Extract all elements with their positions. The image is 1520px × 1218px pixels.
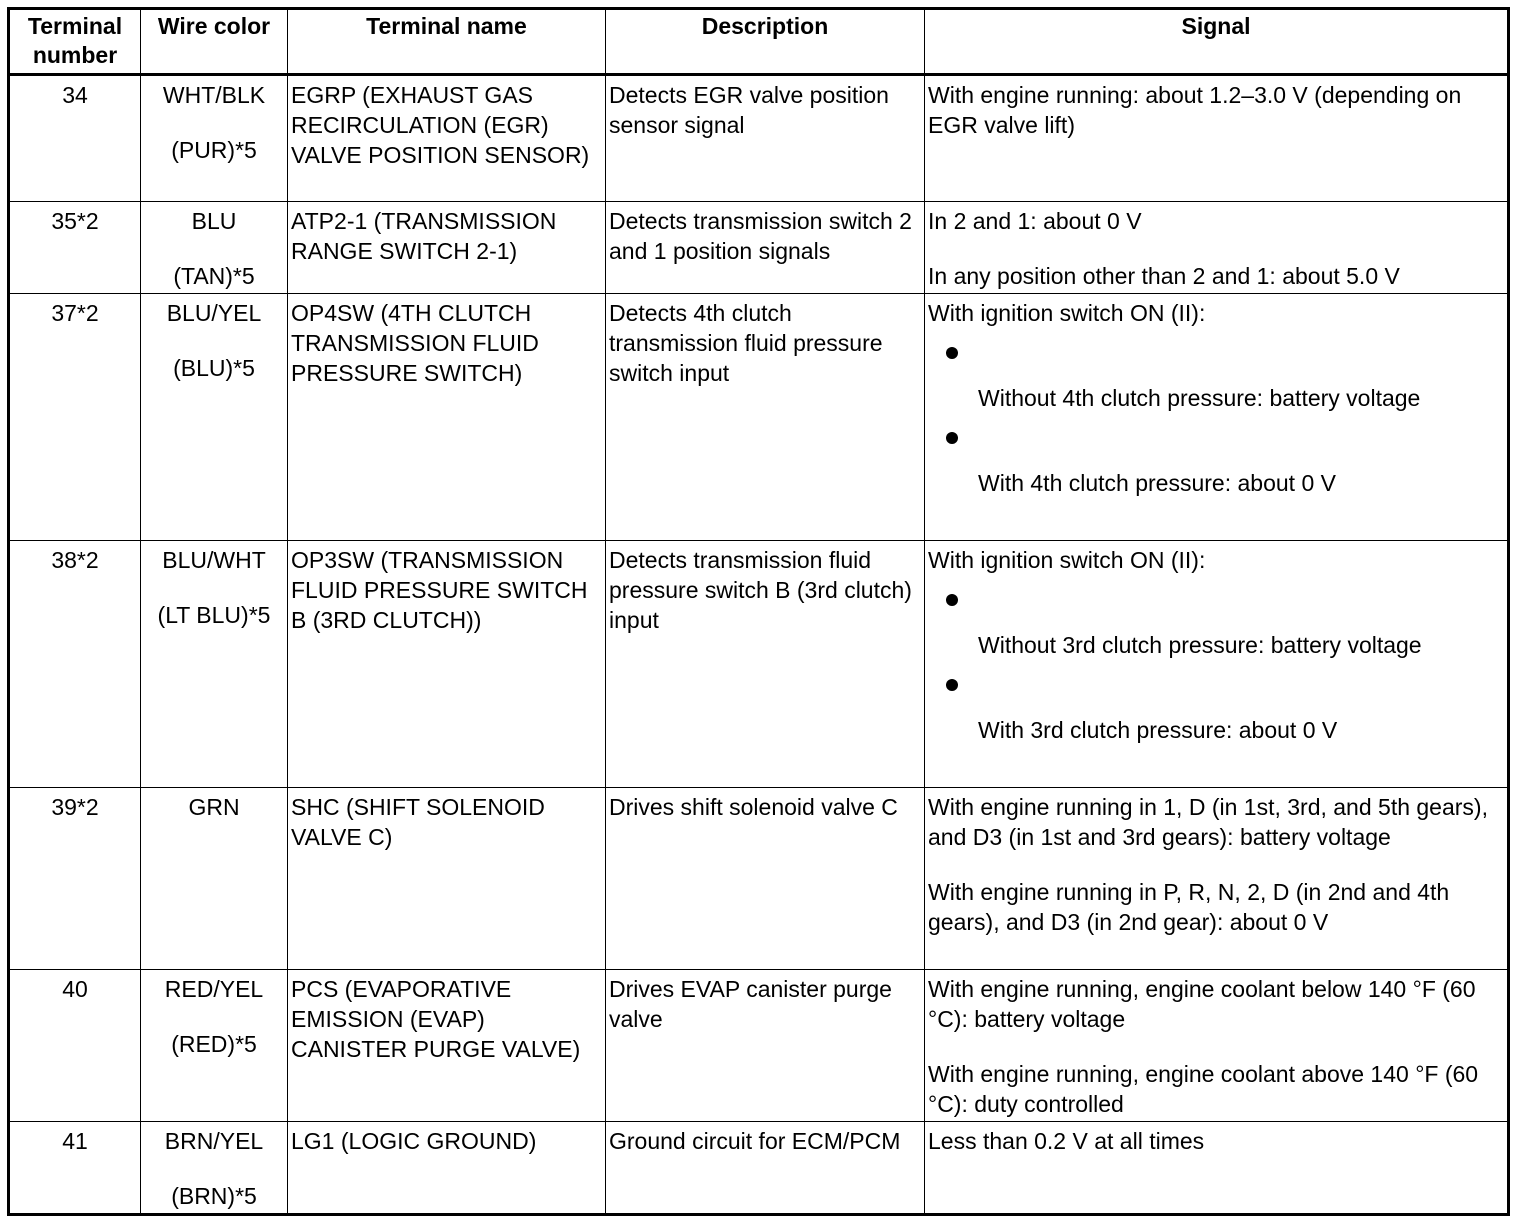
signal-text: Less than 0.2 V at all times: [928, 1128, 1205, 1154]
signal-bullet: [928, 715, 1504, 745]
wire-color: [141, 202, 288, 294]
header-description: Description: [606, 9, 925, 75]
terminal-name: PCS (EVAPORATIVE EMISSION (EVAP) CANISTER PURGE VALVE): [288, 970, 606, 1122]
terminal-number: 38*2: [9, 541, 141, 788]
signal-bullet: [928, 630, 1504, 660]
terminal-name: LG1 (LOGIC GROUND): [288, 1122, 606, 1215]
signal-intro: With ignition switch ON (II):: [928, 300, 1206, 326]
signal-intro: With ignition switch ON (II):: [928, 547, 1206, 573]
wire-color-primary: BLU: [191, 208, 237, 234]
table-row: [9, 788, 1509, 970]
signal: [925, 788, 1509, 970]
header-terminal-name: Terminal name: [288, 9, 606, 75]
bullet-icon: [946, 432, 958, 444]
wire-color-alt: (BLU)*5: [173, 355, 255, 381]
wire-color-alt: (LT BLU)*5: [157, 602, 271, 628]
description: Detects EGR valve position sensor signal: [606, 75, 925, 202]
signal-text: With engine running in 1, D (in 1st, 3rd, and 5th gears), and D3 (in 1st and 3rd gears): battery voltage: [928, 794, 1488, 850]
description: Detects transmission switch 2 and 1 position signals: [606, 202, 925, 294]
terminal-name: SHC (SHIFT SOLENOID VALVE C): [288, 788, 606, 970]
terminal-number: 35*2: [9, 202, 141, 294]
signal-text: With engine running, engine coolant above 140 °F (60 °C): duty controlled: [928, 1061, 1479, 1117]
header-terminal-number: Terminal number: [9, 9, 141, 75]
wire-color: [141, 75, 288, 202]
wire-color: [141, 294, 288, 541]
signal-text: In 2 and 1: about 0 V: [928, 208, 1142, 234]
terminal-number: 37*2: [9, 294, 141, 541]
wire-color: [141, 541, 288, 788]
terminal-name: OP4SW (4TH CLUTCH TRANSMISSION FLUID PRESSURE SWITCH): [288, 294, 606, 541]
wire-color: [141, 788, 288, 970]
terminal-number: 39*2: [9, 788, 141, 970]
signal-text: With engine running: about 1.2–3.0 V (depending on EGR valve lift): [928, 82, 1462, 138]
signal: [925, 1122, 1509, 1215]
signal: [925, 294, 1509, 541]
table-row: [9, 970, 1509, 1122]
wire-color-alt: (PUR)*5: [171, 137, 257, 163]
terminal-table: [7, 7, 1510, 1216]
wire-color-alt: (BRN)*5: [171, 1183, 257, 1209]
signal-bullet: [928, 468, 1504, 498]
header-wire-color: Wire color: [141, 9, 288, 75]
wire-color-primary: BLU/YEL: [166, 300, 262, 326]
signal-bullet: [928, 383, 1504, 413]
signal-bullet-text: With 3rd clutch pressure: about 0 V: [978, 717, 1338, 743]
signal: [925, 970, 1509, 1122]
bullet-icon: [946, 347, 958, 359]
wire-color-primary: GRN: [188, 794, 240, 820]
terminal-number: 40: [9, 970, 141, 1122]
terminal-number: 34: [9, 75, 141, 202]
table-row: [9, 1122, 1509, 1215]
wire-color-alt: (RED)*5: [171, 1031, 257, 1057]
signal: [925, 541, 1509, 788]
signal-text: In any position other than 2 and 1: about 5.0 V: [928, 263, 1400, 289]
wire-color-primary: WHT/BLK: [162, 82, 266, 108]
terminal-name: EGRP (EXHAUST GAS RECIRCULATION (EGR) VALVE POSITION SENSOR): [288, 75, 606, 202]
wire-color-primary: BRN/YEL: [164, 1128, 264, 1154]
table-row: [9, 541, 1509, 788]
bullet-icon: [946, 679, 958, 691]
description: Detects 4th clutch transmission fluid pressure switch input: [606, 294, 925, 541]
description: Detects transmission fluid pressure switch B (3rd clutch) input: [606, 541, 925, 788]
terminal-name: OP3SW (TRANSMISSION FLUID PRESSURE SWITCH B (3RD CLUTCH)): [288, 541, 606, 788]
signal-bullet-text: Without 4th clutch pressure: battery voltage: [978, 385, 1421, 411]
terminal-number: 41: [9, 1122, 141, 1215]
wire-color: [141, 970, 288, 1122]
header-row: [9, 9, 1509, 75]
table-row: [9, 202, 1509, 294]
description: Drives EVAP canister purge valve: [606, 970, 925, 1122]
wire-color-primary: RED/YEL: [164, 976, 264, 1002]
description: Drives shift solenoid valve C: [606, 788, 925, 970]
table-row: [9, 75, 1509, 202]
table-row: [9, 294, 1509, 541]
signal: [925, 202, 1509, 294]
description: Ground circuit for ECM/PCM: [606, 1122, 925, 1215]
signal-text: With engine running in P, R, N, 2, D (in 2nd and 4th gears), and D3 (in 2nd gear): about 0 V: [928, 879, 1450, 935]
signal-text: With engine running, engine coolant below 140 °F (60 °C): battery voltage: [928, 976, 1476, 1032]
bullet-icon: [946, 594, 958, 606]
header-signal: Signal: [925, 9, 1509, 75]
signal-bullet-text: With 4th clutch pressure: about 0 V: [978, 470, 1336, 496]
wire-color-primary: BLU/WHT: [162, 547, 266, 573]
wire-color-alt: (TAN)*5: [173, 263, 255, 289]
wire-color: [141, 1122, 288, 1215]
signal: [925, 75, 1509, 202]
terminal-name: ATP2-1 (TRANSMISSION RANGE SWITCH 2-1): [288, 202, 606, 294]
signal-bullet-text: Without 3rd clutch pressure: battery voltage: [978, 632, 1422, 658]
